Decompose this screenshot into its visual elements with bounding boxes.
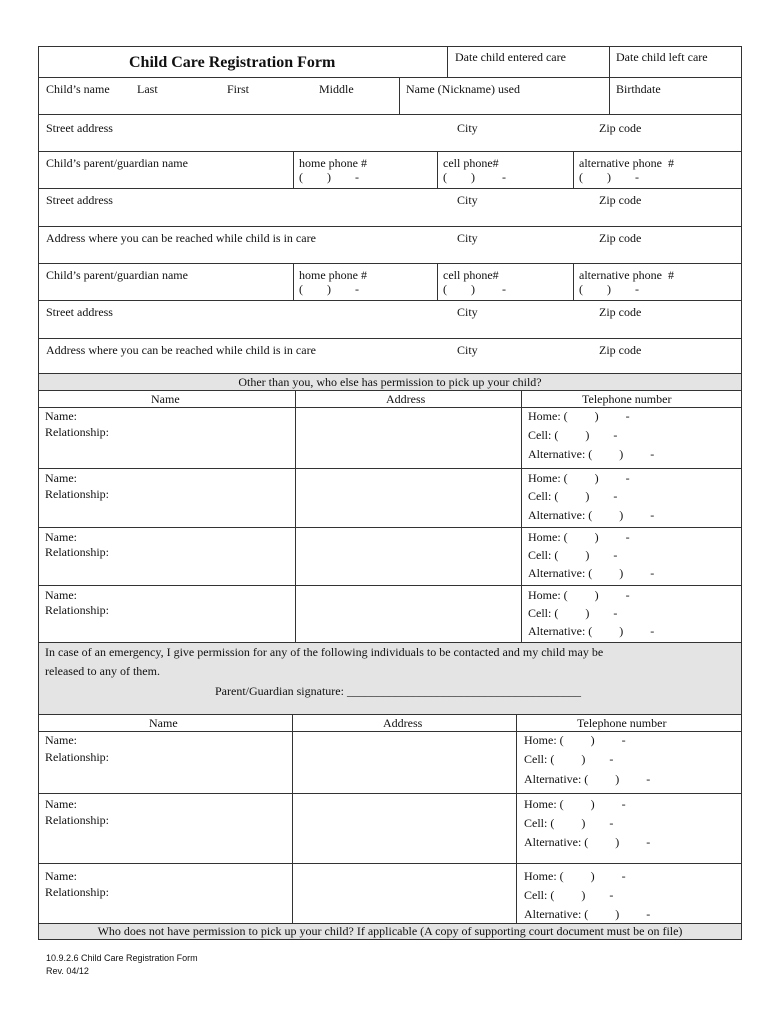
contact-phone-cell[interactable]	[521, 469, 743, 527]
form-id: 10.9.2.6 Child Care Registration Form	[46, 953, 198, 963]
child-address-row[interactable]	[38, 115, 742, 152]
alt-phone-blank: ( ) -	[579, 282, 639, 296]
no-permission-row	[38, 924, 742, 940]
header-row	[38, 46, 742, 78]
contact-home-phone: Home: ( ) -	[528, 588, 630, 602]
street-address-label: Street address	[46, 193, 113, 207]
pickup-contact-row[interactable]	[38, 528, 742, 586]
contact-alt-phone: Alternative: ( ) -	[524, 907, 651, 921]
cell-phone-blank: ( ) -	[443, 282, 506, 296]
contact-phone-cell[interactable]	[516, 794, 743, 863]
col-phone-cell	[516, 715, 743, 731]
contact-alt-phone: Alternative: ( ) -	[528, 566, 655, 580]
contact-name-label: Name:	[45, 797, 77, 811]
emergency-text-line1: In case of an emergency, I give permission for any of the following individuals to be contacted and my child may be	[45, 645, 604, 659]
first-label: First	[227, 82, 250, 96]
reach-address-label: Address where you can be reached while child is in care	[46, 231, 316, 245]
contact-home-phone: Home: ( ) -	[528, 409, 630, 423]
contact-alt-phone: Alternative: ( ) -	[524, 835, 651, 849]
contact-phone-cell[interactable]	[521, 586, 743, 642]
cell-phone-cell[interactable]	[437, 264, 573, 300]
contact-relationship-label: Relationship:	[45, 750, 109, 764]
contact-cell-phone: Cell: ( ) -	[528, 489, 618, 503]
contact-cell-phone: Cell: ( ) -	[524, 888, 614, 902]
contact-alt-phone: Alternative: ( ) -	[524, 772, 651, 786]
contact-home-phone: Home: ( ) -	[528, 471, 630, 485]
contact-address-cell[interactable]	[292, 864, 516, 923]
city-label: City	[457, 193, 478, 207]
contact-cell-phone: Cell: ( ) -	[528, 428, 618, 442]
contact-cell-phone: Cell: ( ) -	[528, 548, 618, 562]
alt-phone-blank: ( ) -	[579, 170, 639, 184]
contact-cell-phone: Cell: ( ) -	[524, 816, 614, 830]
emergency-permission-block	[38, 643, 742, 715]
pickup-heading: Other than you, who else has permission to pick up your child?	[238, 375, 542, 389]
guardian-name-label: Child’s parent/guardian name	[46, 268, 188, 282]
contact-phone-cell[interactable]	[521, 408, 743, 468]
cell-phone-label: cell phone#	[443, 268, 499, 282]
date-entered-label: Date child entered care	[455, 50, 566, 64]
guardian2-reach-row[interactable]	[38, 339, 742, 374]
emergency-text-line2: released to any of them.	[45, 664, 160, 678]
cell-phone-cell[interactable]	[437, 152, 573, 188]
contact-relationship-label: Relationship:	[45, 425, 109, 439]
contact-address-cell[interactable]	[295, 408, 521, 468]
birthdate-label: Birthdate	[616, 82, 661, 96]
no-permission-text: Who does not have permission to pick up your child? If applicable (A copy of supporting court document must be on file)	[97, 924, 683, 938]
contact-address-cell[interactable]	[292, 794, 516, 863]
contact-alt-phone: Alternative: ( ) -	[528, 624, 655, 638]
contact-address-cell[interactable]	[295, 586, 521, 642]
revision: Rev. 04/12	[46, 966, 89, 976]
col-address-cell	[292, 715, 516, 731]
contact-home-phone: Home: ( ) -	[528, 530, 630, 544]
cell-phone-label: cell phone#	[443, 156, 499, 170]
contact-phone-cell[interactable]	[516, 864, 743, 923]
alt-phone-cell[interactable]	[573, 264, 743, 300]
contact-name-label: Name:	[45, 471, 77, 485]
emergency-contact-row[interactable]	[38, 794, 742, 864]
contact-address-cell[interactable]	[295, 528, 521, 585]
col-phone-header: Telephone number	[577, 716, 667, 730]
pickup-contact-row[interactable]	[38, 469, 742, 528]
guardian1-phone-row[interactable]	[38, 152, 742, 189]
contact-alt-phone: Alternative: ( ) -	[528, 447, 655, 461]
contact-cell-phone: Cell: ( ) -	[524, 752, 614, 766]
home-phone-label: home phone #	[299, 268, 367, 282]
contact-relationship-label: Relationship:	[45, 885, 109, 899]
reach-address-label: Address where you can be reached while child is in care	[46, 343, 316, 357]
zip-label: Zip code	[599, 305, 642, 319]
home-phone-cell[interactable]	[293, 152, 437, 188]
pickup-heading-row	[38, 374, 742, 391]
childs-name-label: Child’s name	[46, 82, 110, 96]
contact-address-cell[interactable]	[292, 732, 516, 793]
date-left-label: Date child left care	[616, 50, 708, 64]
alt-phone-cell[interactable]	[573, 152, 743, 188]
zip-label: Zip code	[599, 193, 642, 207]
pickup-column-headers	[38, 391, 742, 408]
emergency-column-headers	[38, 715, 742, 732]
child-name-row[interactable]	[38, 78, 742, 115]
contact-phone-cell[interactable]	[521, 528, 743, 585]
contact-relationship-label: Relationship:	[45, 545, 109, 559]
contact-phone-cell[interactable]	[516, 732, 743, 793]
zip-label: Zip code	[599, 343, 642, 357]
home-phone-blank: ( ) -	[299, 282, 359, 296]
guardian-name-label: Child’s parent/guardian name	[46, 156, 188, 170]
city-label: City	[457, 343, 478, 357]
alt-phone-label: alternative phone #	[579, 156, 674, 170]
contact-relationship-label: Relationship:	[45, 487, 109, 501]
street-address-label: Street address	[46, 121, 113, 135]
zip-label: Zip code	[599, 231, 642, 245]
contact-name-label: Name:	[45, 733, 77, 747]
city-label: City	[457, 305, 478, 319]
contact-name-label: Name:	[45, 409, 77, 423]
emergency-contact-row[interactable]	[38, 732, 742, 794]
registration-form	[38, 46, 742, 940]
guardian2-phone-row[interactable]	[38, 264, 742, 301]
col-phone-cell	[521, 391, 743, 407]
contact-relationship-label: Relationship:	[45, 603, 109, 617]
guardian2-street-row[interactable]	[38, 301, 742, 339]
last-label: Last	[137, 82, 158, 96]
date-left-cell[interactable]	[609, 47, 743, 77]
contact-name-label: Name:	[45, 530, 77, 544]
col-name-header: Name	[149, 716, 178, 730]
city-label: City	[457, 231, 478, 245]
zip-label: Zip code	[599, 121, 642, 135]
nickname-cell[interactable]	[399, 78, 609, 114]
guardian1-reach-row[interactable]	[38, 227, 742, 264]
nickname-label: Name (Nickname) used	[406, 82, 520, 96]
birthdate-cell[interactable]	[609, 78, 743, 114]
middle-label: Middle	[319, 82, 354, 96]
contact-alt-phone: Alternative: ( ) -	[528, 508, 655, 522]
home-phone-blank: ( ) -	[299, 170, 359, 184]
col-name-header: Name	[151, 392, 180, 406]
page-title: Child Care Registration Form	[129, 54, 336, 71]
contact-address-cell[interactable]	[295, 469, 521, 527]
col-phone-header: Telephone number	[582, 392, 672, 406]
col-address-header: Address	[383, 716, 423, 730]
contact-home-phone: Home: ( ) -	[524, 869, 626, 883]
parent-signature-line[interactable]: Parent/Guardian signature: _______________________________________	[215, 684, 581, 698]
street-address-label: Street address	[46, 305, 113, 319]
home-phone-cell[interactable]	[293, 264, 437, 300]
pickup-contact-row[interactable]	[38, 408, 742, 469]
col-address-header: Address	[386, 392, 426, 406]
contact-relationship-label: Relationship:	[45, 813, 109, 827]
pickup-contact-row[interactable]	[38, 586, 742, 643]
col-address-cell	[295, 391, 521, 407]
contact-name-label: Name:	[45, 588, 77, 602]
emergency-contact-row[interactable]	[38, 864, 742, 924]
alt-phone-label: alternative phone #	[579, 268, 674, 282]
cell-phone-blank: ( ) -	[443, 170, 506, 184]
city-label: City	[457, 121, 478, 135]
guardian1-street-row[interactable]	[38, 189, 742, 227]
home-phone-label: home phone #	[299, 156, 367, 170]
contact-home-phone: Home: ( ) -	[524, 797, 626, 811]
contact-home-phone: Home: ( ) -	[524, 733, 626, 747]
date-entered-cell[interactable]	[447, 47, 616, 77]
contact-cell-phone: Cell: ( ) -	[528, 606, 618, 620]
contact-name-label: Name:	[45, 869, 77, 883]
